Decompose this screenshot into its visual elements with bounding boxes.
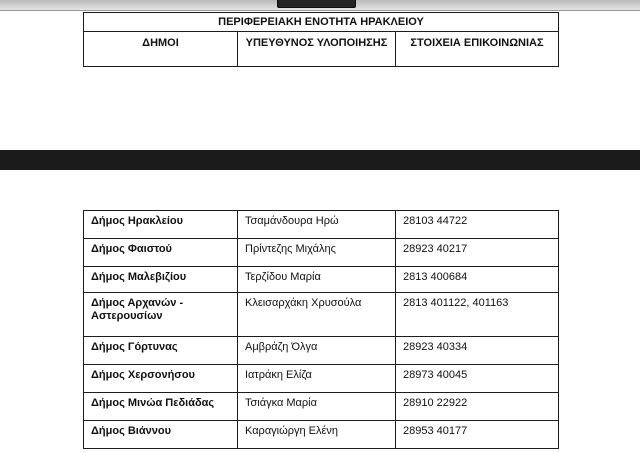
responsible-cell: Τσαμάνδουρα Ηρώ xyxy=(238,211,396,239)
municipality-cell: Δήμος Ηρακλείου xyxy=(84,211,238,239)
municipality-cell: Δήμος Βιάννου xyxy=(84,421,238,449)
table-row xyxy=(84,337,559,365)
browser-chrome-strip xyxy=(0,0,640,11)
municipality-cell: Δήμος Αρχανών - Αστερουσίων xyxy=(84,293,238,337)
responsible-cell: Καραγιώργη Ελένη xyxy=(238,421,396,449)
region-header-table xyxy=(83,12,559,67)
table-row xyxy=(84,211,559,239)
municipality-cell: Δήμος Φαιστού xyxy=(84,239,238,267)
contact-cell: 28973 40045 xyxy=(396,365,559,393)
page-title: ΠΕΡΙΦΕΡΕΙΑΚΗ ΕΝΟΤΗΤΑ ΗΡΑΚΛΕΙΟΥ xyxy=(84,13,559,32)
table-row xyxy=(84,293,559,337)
contact-cell: 28103 44722 xyxy=(396,211,559,239)
table-row xyxy=(84,267,559,293)
table-header-row xyxy=(84,32,559,67)
table-row xyxy=(84,421,559,449)
column-header-municipalities: ΔΗΜΟΙ xyxy=(84,32,238,67)
contact-cell: 28910 22922 xyxy=(396,393,559,421)
table-row xyxy=(84,393,559,421)
municipality-cell: Δήμος Γόρτυνας xyxy=(84,337,238,365)
table-title-row xyxy=(84,13,559,32)
municipality-cell: Δήμος Χερσονήσου xyxy=(84,365,238,393)
contact-cell: 28923 40334 xyxy=(396,337,559,365)
responsible-cell: Κλεισαρχάκη Χρυσούλα xyxy=(238,293,396,337)
municipality-cell: Δήμος Μαλεβιζίου xyxy=(84,267,238,293)
contacts-table xyxy=(83,210,559,449)
contact-cell: 2813 401122, 401163 xyxy=(396,293,559,337)
contact-cell: 28953 40177 xyxy=(396,421,559,449)
column-header-responsible: ΥΠΕΥΘΥΝΟΣ ΥΛΟΠΟΙΗΣΗΣ xyxy=(238,32,396,67)
responsible-cell: Πρίντεζης Μιχάλης xyxy=(238,239,396,267)
contact-cell: 2813 400684 xyxy=(396,267,559,293)
contact-cell: 28923 40217 xyxy=(396,239,559,267)
table-row xyxy=(84,365,559,393)
table-row xyxy=(84,239,559,267)
municipality-cell: Δήμος Μινώα Πεδιάδας xyxy=(84,393,238,421)
responsible-cell: Τσιάγκα Μαρία xyxy=(238,393,396,421)
responsible-cell: Τερζίδου Μαρία xyxy=(238,267,396,293)
responsible-cell: Αμβράζη Όλγα xyxy=(238,337,396,365)
browser-toolbar-button-partial[interactable] xyxy=(277,0,356,8)
page-gap-band xyxy=(0,150,640,170)
column-header-contact: ΣΤΟΙΧΕΙΑ ΕΠΙΚΟΙΝΩΝΙΑΣ xyxy=(396,32,559,67)
responsible-cell: Ιατράκη Ελίζα xyxy=(238,365,396,393)
